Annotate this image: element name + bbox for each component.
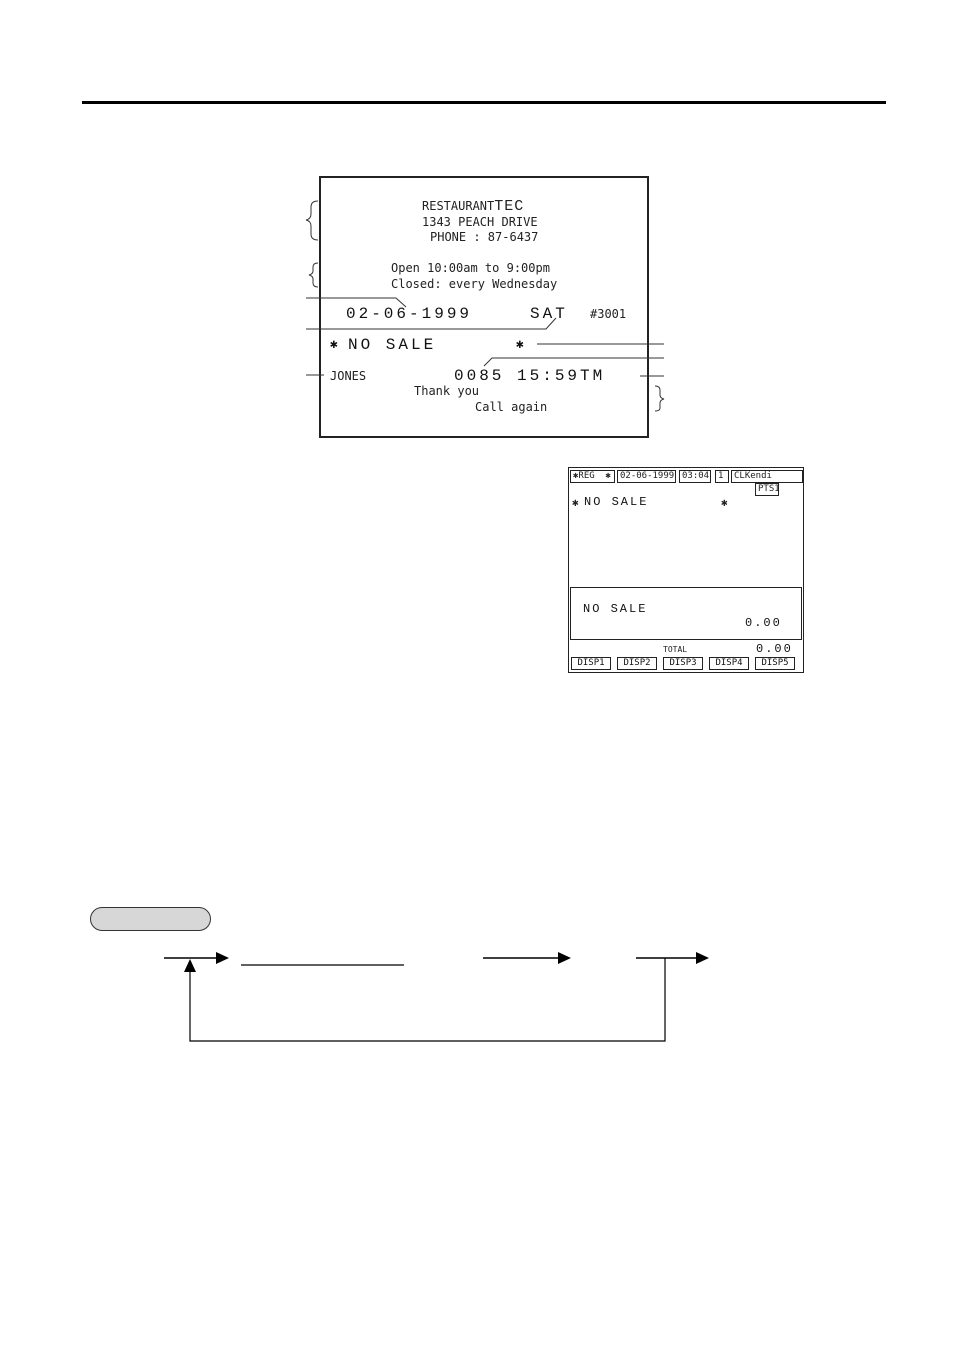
display-date: 02-06-1999 [617,470,676,483]
arrow-right-icon [558,952,571,964]
display-mode: ✱REG ✱ [570,470,615,483]
display-line-text: NO SALE [584,495,649,509]
message-brace-icon [309,263,318,287]
receipt-closed: Closed: every Wednesday [391,277,558,291]
display-star-right: ✱ [721,496,728,509]
disp3-key[interactable]: DISP3 [663,657,703,670]
disp5-key[interactable]: DISP5 [755,657,795,670]
receipt-consecutive-time: 0085 15:59TM [454,367,606,385]
receipt-date: 02-06-1999 [346,305,473,323]
weekday-leader-line [306,318,556,329]
receipt-thanks: Thank you [414,384,480,398]
receipt-star-left: ✱ [330,337,339,352]
arrow-up-icon [184,959,196,972]
display-clerk: CLKendi [731,470,803,483]
receipt-star-right: ✱ [516,337,525,352]
receipt-weekday: SAT [530,305,568,323]
display-total-label: TOTAL [663,645,688,654]
disp4-key[interactable]: DISP4 [709,657,749,670]
store-brand: TEC [494,198,525,215]
display-reg-no: 1 [715,470,729,483]
receipt-address: 1343 PEACH DRIVE [422,215,538,229]
date-leader-line [306,298,406,307]
receipt-call-again: Call again [475,400,548,414]
display-time: 03:04 [679,470,711,483]
store-prefix: RESTAURANT [422,199,495,213]
disp1-key[interactable]: DISP1 [571,657,611,670]
receipt-clerk: JONES [330,369,367,383]
arrow-right-icon [696,952,709,964]
display-sub-label: NO SALE [583,602,648,616]
display-total-amount: 0.00 [756,642,793,656]
receipt-hours: Open 10:00am to 9:00pm [391,261,550,275]
receipt-phone: PHONE : 87-6437 [430,230,539,244]
consecutive-leader-line [484,358,664,366]
display-star-left: ✱ [572,496,579,509]
header-brace-icon [306,201,318,240]
disp2-key[interactable]: DISP2 [617,657,657,670]
operation-label-pill [90,907,211,931]
receipt-register-no: #3001 [590,307,627,321]
display-pts: PTS1 [755,483,779,496]
receipt-no-sale: NO SALE [348,336,437,354]
display-sub-amount: 0.00 [745,616,782,630]
arrow-right-icon [216,952,229,964]
footer-brace-icon [655,386,664,411]
